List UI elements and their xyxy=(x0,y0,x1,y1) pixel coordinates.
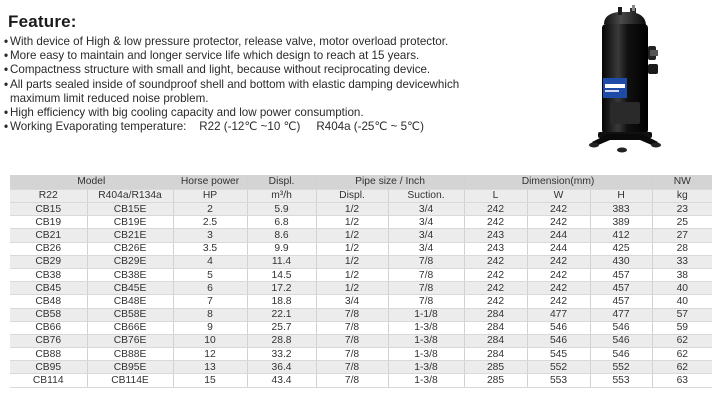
cell-pipe-displ: 7/8 xyxy=(316,334,388,347)
table-row xyxy=(10,255,712,268)
cell-hp: 7 xyxy=(173,295,247,308)
cell-length: 242 xyxy=(464,295,527,308)
cell-length: 284 xyxy=(464,321,527,334)
subheader-hp: HP xyxy=(173,189,247,203)
cell-model-r404a: CB76E xyxy=(87,334,173,347)
table-row xyxy=(10,216,712,229)
cell-weight: 25 xyxy=(652,216,712,229)
cell-model-r404a: CB21E xyxy=(87,229,173,242)
cell-weight: 40 xyxy=(652,282,712,295)
cell-length: 243 xyxy=(464,229,527,242)
cell-model-r404a: CB19E xyxy=(87,216,173,229)
table-group-header-row xyxy=(10,175,712,189)
cell-hp: 5 xyxy=(173,268,247,281)
cell-height: 430 xyxy=(590,255,652,268)
cell-displacement: 17.2 xyxy=(247,282,316,295)
feature-item-temperature xyxy=(4,120,564,134)
cell-model-r404a: CB26E xyxy=(87,242,173,255)
specification-table xyxy=(10,175,712,388)
cell-displacement: 14.5 xyxy=(247,268,316,281)
table-row xyxy=(10,295,712,308)
header-horse-power: Horse power xyxy=(173,175,247,189)
cell-width: 242 xyxy=(527,268,590,281)
cell-width: 552 xyxy=(527,361,590,374)
cell-length: 243 xyxy=(464,242,527,255)
cell-displacement: 9.9 xyxy=(247,242,316,255)
cell-width: 242 xyxy=(527,282,590,295)
cell-suction: 3/4 xyxy=(388,229,464,242)
feature-item xyxy=(4,78,564,92)
cell-suction: 1-3/8 xyxy=(388,361,464,374)
feature-heading: Feature: xyxy=(8,12,77,31)
cell-model-r404a: CB114E xyxy=(87,374,173,387)
cell-suction: 1-3/8 xyxy=(388,321,464,334)
cell-displacement: 6.8 xyxy=(247,216,316,229)
feature-text: High efficiency with big cooling capacity and low power consumption. xyxy=(10,106,364,120)
cell-displacement: 43.4 xyxy=(247,374,316,387)
temperature-label: Working Evaporating temperature: xyxy=(10,120,187,134)
header-net-weight: NW xyxy=(652,175,712,189)
cell-model-r404a: CB29E xyxy=(87,255,173,268)
table-row xyxy=(10,203,712,216)
cell-model-r404a: CB48E xyxy=(87,295,173,308)
cell-height: 457 xyxy=(590,295,652,308)
feature-item-continuation xyxy=(4,92,564,106)
table-row xyxy=(10,242,712,255)
cell-weight: 62 xyxy=(652,334,712,347)
cell-weight: 59 xyxy=(652,321,712,334)
cell-model-r404a: CB88E xyxy=(87,348,173,361)
bullet-icon: • xyxy=(4,106,9,120)
cell-hp: 2.5 xyxy=(173,216,247,229)
cell-pipe-displ: 7/8 xyxy=(316,348,388,361)
cell-suction: 3/4 xyxy=(388,203,464,216)
subheader-suction: Suction. xyxy=(388,189,464,203)
table-row xyxy=(10,268,712,281)
cell-height: 477 xyxy=(590,308,652,321)
feature-text: With device of High & low pressure protector, release valve, motor overload protector. xyxy=(10,35,449,48)
temperature-r404a: R404a (-25℃ ~ 5℃) xyxy=(316,120,424,134)
cell-model-r22: CB114 xyxy=(10,374,87,387)
subheader-r404a: R404a/R134a xyxy=(87,189,173,203)
cell-length: 242 xyxy=(464,268,527,281)
feature-item xyxy=(4,35,564,49)
cell-height: 425 xyxy=(590,242,652,255)
cell-width: 546 xyxy=(527,334,590,347)
feature-item xyxy=(4,49,564,63)
cell-height: 457 xyxy=(590,282,652,295)
table-row xyxy=(10,308,712,321)
cell-width: 477 xyxy=(527,308,590,321)
cell-model-r22: CB58 xyxy=(10,308,87,321)
header-displacement: Displ. xyxy=(247,175,316,189)
cell-suction: 1-3/8 xyxy=(388,334,464,347)
cell-weight: 57 xyxy=(652,308,712,321)
cell-pipe-displ: 3/4 xyxy=(316,295,388,308)
cell-width: 244 xyxy=(527,229,590,242)
cell-hp: 8 xyxy=(173,308,247,321)
cell-model-r22: CB66 xyxy=(10,321,87,334)
table-row xyxy=(10,321,712,334)
cell-model-r22: CB21 xyxy=(10,229,87,242)
cell-height: 552 xyxy=(590,361,652,374)
bullet-icon: • xyxy=(4,63,9,77)
table-row xyxy=(10,229,712,242)
subheader-pipe-displ: Displ. xyxy=(316,189,388,203)
cell-model-r22: CB48 xyxy=(10,295,87,308)
cell-hp: 3 xyxy=(173,229,247,242)
cell-height: 546 xyxy=(590,334,652,347)
cell-model-r22: CB38 xyxy=(10,268,87,281)
bullet-icon: • xyxy=(4,77,9,91)
cell-length: 285 xyxy=(464,361,527,374)
header-dimension: Dimension(mm) xyxy=(464,175,652,189)
cell-weight: 28 xyxy=(652,242,712,255)
cell-weight: 38 xyxy=(652,268,712,281)
cell-model-r404a: CB66E xyxy=(87,321,173,334)
cell-pipe-displ: 1/2 xyxy=(316,203,388,216)
cell-length: 242 xyxy=(464,282,527,295)
cell-height: 546 xyxy=(590,348,652,361)
cell-height: 412 xyxy=(590,229,652,242)
cell-weight: 27 xyxy=(652,229,712,242)
cell-height: 546 xyxy=(590,321,652,334)
table-row xyxy=(10,282,712,295)
feature-item xyxy=(4,63,564,77)
cell-suction: 1-1/8 xyxy=(388,308,464,321)
cell-model-r404a: CB58E xyxy=(87,308,173,321)
cell-suction: 3/4 xyxy=(388,216,464,229)
cell-hp: 9 xyxy=(173,321,247,334)
cell-displacement: 28.8 xyxy=(247,334,316,347)
table-sub-header-row xyxy=(10,189,712,203)
subheader-m3h: m³/h xyxy=(247,189,316,203)
cell-model-r404a: CB15E xyxy=(87,203,173,216)
cell-width: 546 xyxy=(527,321,590,334)
cell-width: 244 xyxy=(527,242,590,255)
header-model: Model xyxy=(10,175,173,189)
scroll-compressor-image xyxy=(570,4,670,164)
cell-displacement: 11.4 xyxy=(247,255,316,268)
cell-hp: 6 xyxy=(173,282,247,295)
cell-model-r22: CB26 xyxy=(10,242,87,255)
feature-text: Compactness structure with small and light, because without reciprocating device. xyxy=(10,63,431,77)
cell-displacement: 8.6 xyxy=(247,229,316,242)
cell-suction: 7/8 xyxy=(388,255,464,268)
cell-model-r22: CB15 xyxy=(10,203,87,216)
cell-hp: 15 xyxy=(173,374,247,387)
table-body xyxy=(10,203,712,388)
table-row xyxy=(10,334,712,347)
table-row xyxy=(10,374,712,387)
cell-height: 553 xyxy=(590,374,652,387)
cell-length: 242 xyxy=(464,203,527,216)
feature-item xyxy=(4,106,564,120)
cell-suction: 7/8 xyxy=(388,268,464,281)
cell-model-r404a: CB38E xyxy=(87,268,173,281)
cell-weight: 23 xyxy=(652,203,712,216)
feature-list xyxy=(4,35,564,134)
header-pipe-size: Pipe size / Inch xyxy=(316,175,464,189)
cell-length: 242 xyxy=(464,255,527,268)
cell-pipe-displ: 1/2 xyxy=(316,229,388,242)
cell-weight: 40 xyxy=(652,295,712,308)
cell-weight: 62 xyxy=(652,348,712,361)
cell-model-r404a: CB45E xyxy=(87,282,173,295)
subheader-h: H xyxy=(590,189,652,203)
cell-model-r22: CB45 xyxy=(10,282,87,295)
table-row xyxy=(10,361,712,374)
cell-hp: 10 xyxy=(173,334,247,347)
table-row xyxy=(10,348,712,361)
cell-height: 383 xyxy=(590,203,652,216)
bullet-icon: • xyxy=(4,35,9,48)
cell-suction: 3/4 xyxy=(388,242,464,255)
cell-pipe-displ: 1/2 xyxy=(316,255,388,268)
subheader-kg: kg xyxy=(652,189,712,203)
cell-pipe-displ: 1/2 xyxy=(316,242,388,255)
cell-weight: 62 xyxy=(652,361,712,374)
cell-displacement: 36.4 xyxy=(247,361,316,374)
cell-pipe-displ: 7/8 xyxy=(316,361,388,374)
cell-hp: 4 xyxy=(173,255,247,268)
cell-length: 284 xyxy=(464,334,527,347)
cell-model-r22: CB76 xyxy=(10,334,87,347)
cell-width: 242 xyxy=(527,255,590,268)
cell-model-r22: CB19 xyxy=(10,216,87,229)
cell-hp: 2 xyxy=(173,203,247,216)
temperature-r22: R22 (-12℃ ~10 ℃) xyxy=(199,120,301,134)
cell-pipe-displ: 7/8 xyxy=(316,374,388,387)
cell-weight: 63 xyxy=(652,374,712,387)
cell-length: 284 xyxy=(464,308,527,321)
cell-suction: 7/8 xyxy=(388,282,464,295)
cell-width: 553 xyxy=(527,374,590,387)
subheader-l: L xyxy=(464,189,527,203)
subheader-w: W xyxy=(527,189,590,203)
feature-text: All parts sealed inside of soundproof shell and bottom with elastic damping devicewhich xyxy=(10,77,460,91)
feature-text: maximum limit reduced noise problem. xyxy=(10,91,209,105)
cell-model-r22: CB95 xyxy=(10,361,87,374)
cell-model-r404a: CB95E xyxy=(87,361,173,374)
cell-hp: 3.5 xyxy=(173,242,247,255)
cell-weight: 33 xyxy=(652,255,712,268)
cell-length: 242 xyxy=(464,216,527,229)
feature-text: More easy to maintain and longer service life which design to reach at 15 years. xyxy=(10,49,420,63)
cell-hp: 13 xyxy=(173,361,247,374)
cell-displacement: 25.7 xyxy=(247,321,316,334)
cell-pipe-displ: 1/2 xyxy=(316,216,388,229)
cell-displacement: 5.9 xyxy=(247,203,316,216)
cell-width: 242 xyxy=(527,216,590,229)
bullet-icon: • xyxy=(4,49,9,63)
cell-pipe-displ: 1/2 xyxy=(316,268,388,281)
cell-pipe-displ: 7/8 xyxy=(316,308,388,321)
cell-suction: 1-3/8 xyxy=(388,374,464,387)
cell-model-r22: CB88 xyxy=(10,348,87,361)
cell-suction: 1-3/8 xyxy=(388,348,464,361)
cell-length: 284 xyxy=(464,348,527,361)
cell-width: 242 xyxy=(527,295,590,308)
cell-pipe-displ: 7/8 xyxy=(316,321,388,334)
cell-displacement: 33.2 xyxy=(247,348,316,361)
cell-suction: 7/8 xyxy=(388,295,464,308)
cell-length: 285 xyxy=(464,374,527,387)
cell-width: 545 xyxy=(527,348,590,361)
cell-height: 389 xyxy=(590,216,652,229)
bullet-icon: • xyxy=(4,120,9,134)
cell-displacement: 18.8 xyxy=(247,295,316,308)
cell-model-r22: CB29 xyxy=(10,255,87,268)
cell-height: 457 xyxy=(590,268,652,281)
cell-width: 242 xyxy=(527,203,590,216)
subheader-r22: R22 xyxy=(10,189,87,203)
cell-pipe-displ: 1/2 xyxy=(316,282,388,295)
cell-hp: 12 xyxy=(173,348,247,361)
cell-displacement: 22.1 xyxy=(247,308,316,321)
